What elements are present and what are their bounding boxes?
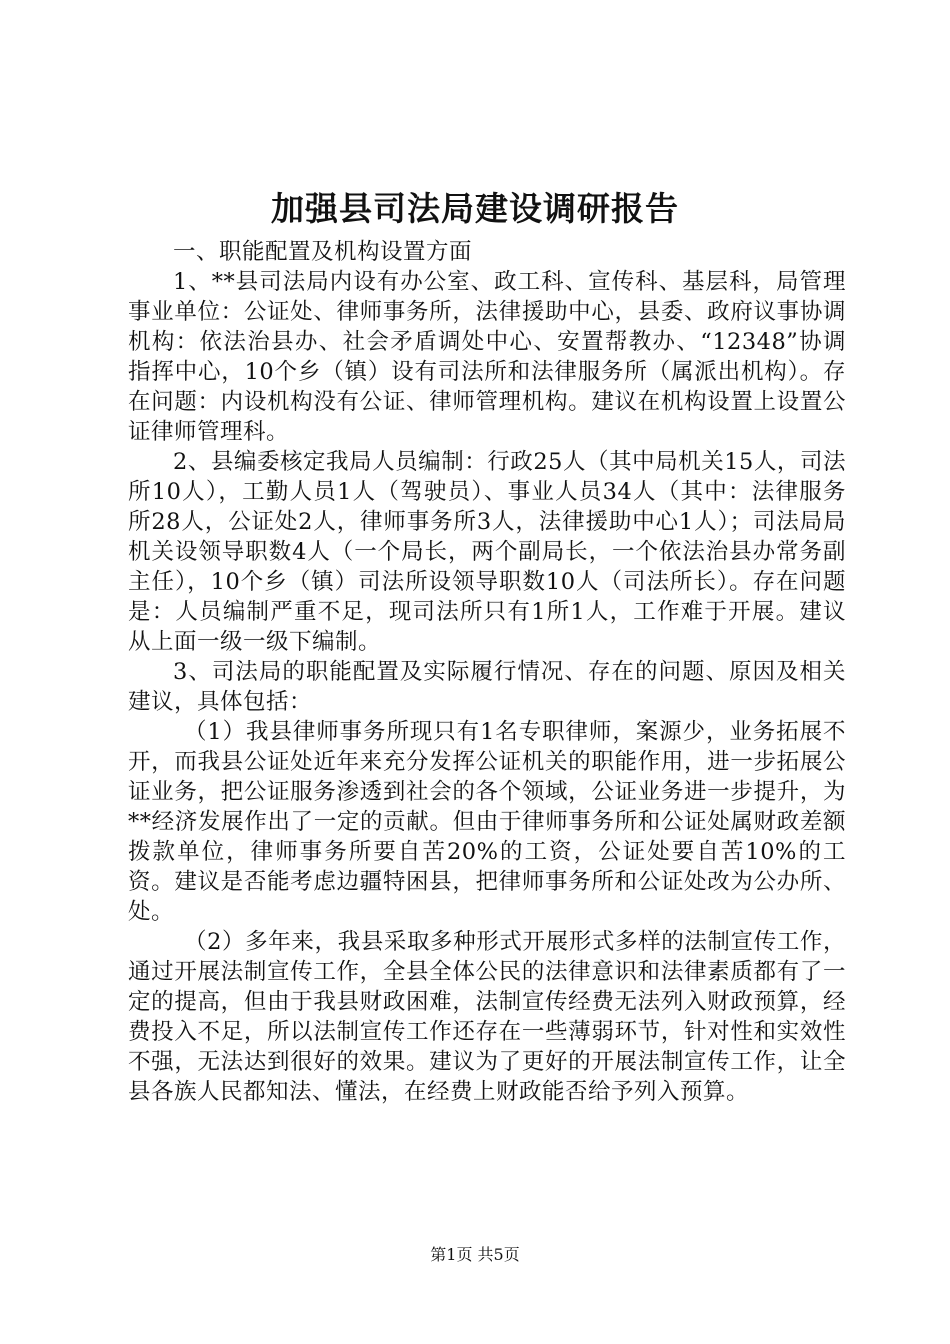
document-body (128, 237, 846, 1107)
body-paragraph: （1）我县律师事务所现只有1名专职律师，案源少，业务拓展不开，而我县公证处近年来充分发挥公证机关的职能作用，进一步拓展公证业务，把公证服务渗透到社会的各个领域，公证业务进一步提升，为**经济发展作出了一定的贡献。但由于律师事务所和公证处属财政差额拨款单位，律师事务所要自苦20%的工资，公证处要自苦10%的工资。建议是否能考虑边疆特困县，把律师事务所和公证处改为公办所、处。 (128, 719, 846, 925)
body-paragraph: 2、县编委核定我局人员编制：行政25人（其中局机关15人，司法所10人），工勤人员1人（驾驶员）、事业人员34人（其中：法律服务所28人，公证处2人，律师事务所3人，法律援助中心1人）；司法局局机关设领导职数4人（一个局长，两个副局长，一个依法治县办常务副主任），10个乡（镇）司法所设领导职数10人（司法所长）。存在问题是：人员编制严重不足，现司法所只有1所1人，工作难于开展。建议从上面一级一级下编制。 (128, 449, 846, 655)
body-paragraph: 1、**县司法局内设有办公室、政工科、宣传科、基层科，局管理事业单位：公证处、律师事务所，法律援助中心，县委、政府议事协调机构：依法治县办、社会矛盾调处中心、安置帮教办、“12348”协调指挥中心，10个乡（镇）设有司法所和法律服务所（属派出机构）。存在问题：内设机构没有公证、律师管理机构。建议在机构设置上设置公证律师管理科。 (128, 269, 846, 445)
page-footer: 第1页 共5页 (430, 1245, 520, 1264)
body-paragraph: （2）多年来，我县采取多种形式开展形式多样的法制宣传工作，通过开展法制宣传工作，全县全体公民的法律意识和法律素质都有了一定的提高，但由于我县财政困难，法制宣传经费无法列入财政预算，经费投入不足，所以法制宣传工作还存在一些薄弱环节，针对性和实效性不强，无法达到很好的效果。建议为了更好的开展法制宣传工作，让全县各族人民都知法、懂法，在经费上财政能否给予列入预算。 (128, 929, 846, 1105)
body-paragraph: 3、司法局的职能配置及实际履行情况、存在的问题、原因及相关建议，具体包括： (128, 659, 846, 715)
document-title: 加强县司法局建设调研报告 (271, 189, 679, 228)
section-heading: 一、职能配置及机构设置方面 (173, 239, 473, 265)
